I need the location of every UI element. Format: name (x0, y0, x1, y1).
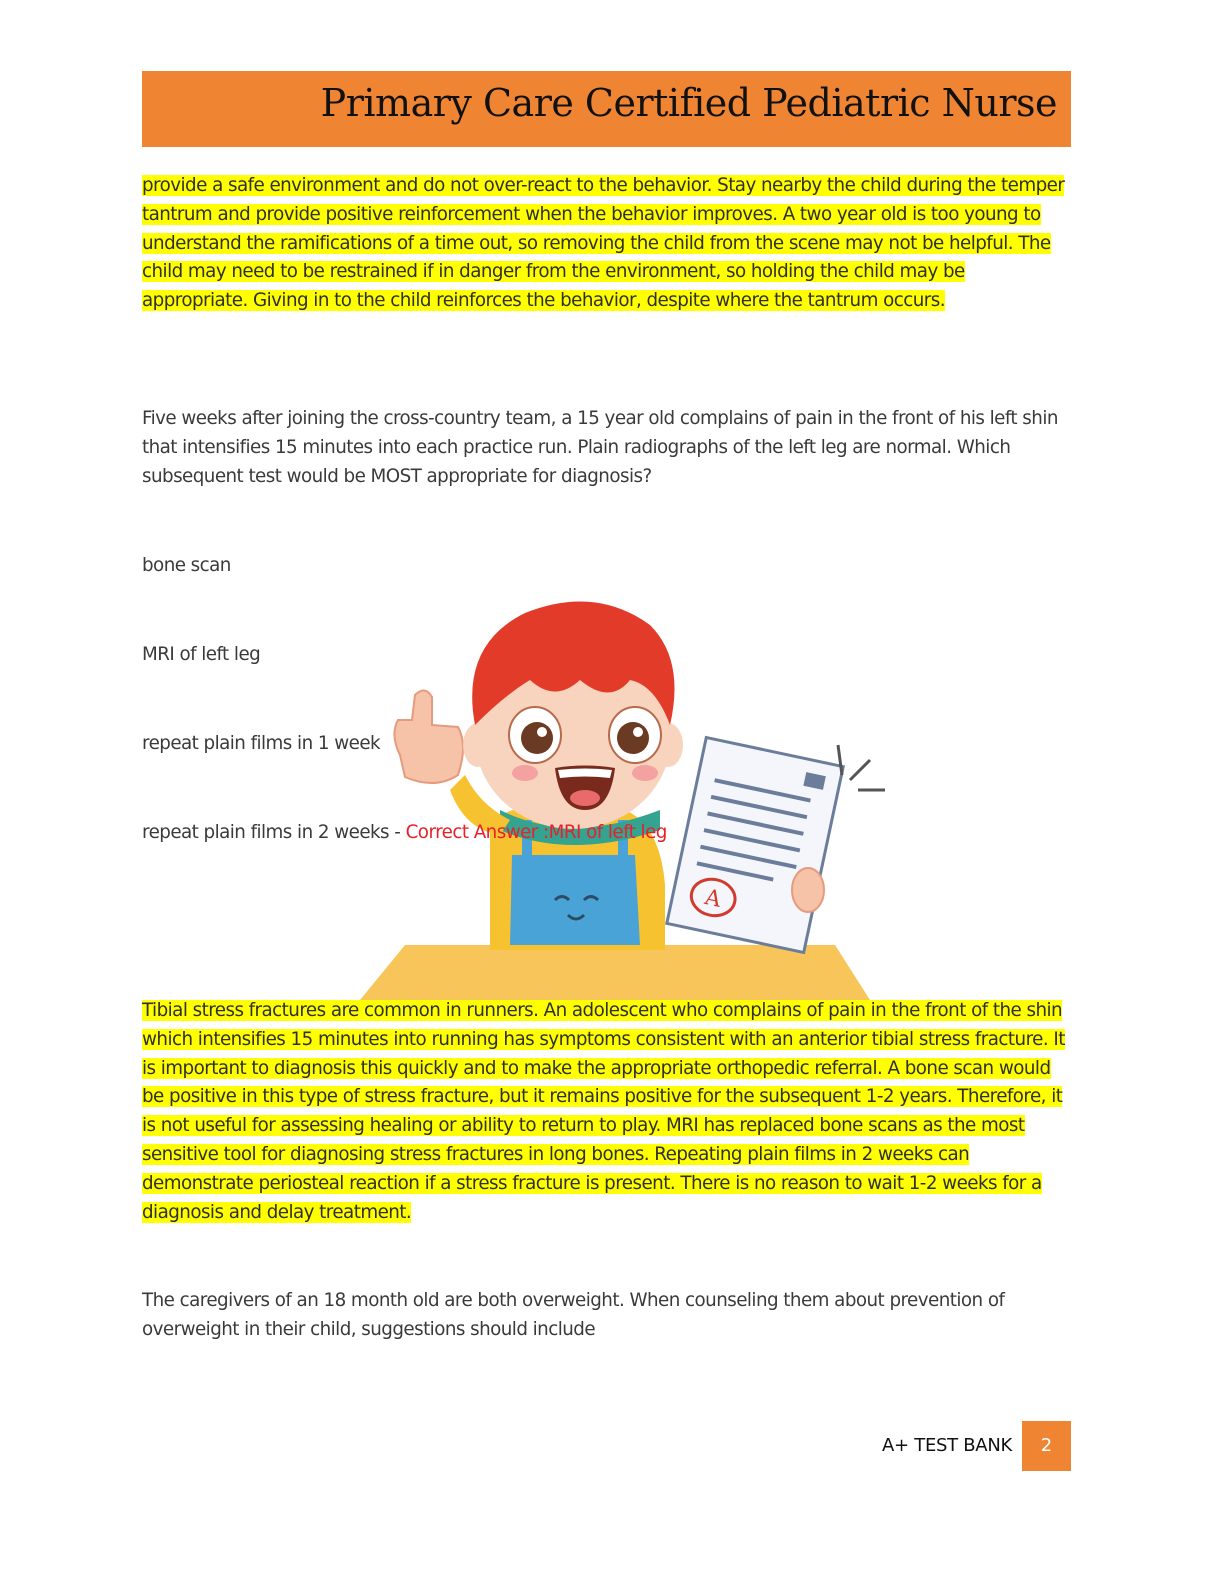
highlighted-text: provide a safe environment and do not over-react to the behavior. Stay nearby the child during the temper tantrum and provide positive reinforcement when the behavior improves. A two year old is too young to understand the ramifications of a time out, so removing the child from the scene may not be helpful. The child may need to be restrained if in danger from the environment, so holding the child may be appropriate. Giving in to the child reinforces the behavior, despite where the tantrum occurs. (142, 175, 1065, 312)
overalls-shape (510, 855, 640, 945)
correct-answer: Correct Answer :MRI of left leg (405, 822, 667, 843)
option-bone-scan: bone scan (142, 555, 231, 576)
test-paper (667, 738, 843, 953)
kid-illustration (340, 585, 900, 1000)
highlighted-text: Tibial stress fractures are common in runners. An adolescent who complains of pain in the front of the shin which intensifies 15 minutes into running has symptoms consistent with an anterior tibial stress fracture. It is important to diagnosis this quickly and to make the appropriate orthopedic referral. A bone scan would be positive in this type of stress fracture, but it remains positive for the subsequent 1-2 years. Therefore, it is not useful for assessing healing or ability to return to play. MRI has replaced bone scans as the most sensitive tool for diagnosing stress fractures in long bones. Repeating plain films in 2 weeks can demonstrate periosteal reaction if a stress fracture is present. There is no reason to wait 1-2 weeks for a diagnosis and delay treatment. (142, 1000, 1065, 1223)
question-stem-3: The caregivers of an 18 month old are both overweight. When counseling them about prevention of overweight in their child, suggestions should include (142, 1290, 1005, 1340)
page-number-box (1022, 1421, 1071, 1471)
option-repeat-1-week: repeat plain films in 1 week (142, 733, 381, 754)
grade-text: A (702, 885, 724, 913)
desk-shape (360, 945, 870, 1000)
page-number: 2 (1040, 1435, 1053, 1456)
page-title: Primary Care Certified Pediatric Nurse (320, 81, 1057, 125)
rationale-paragraph-1 (142, 172, 1067, 316)
question-stem: Five weeks after joining the cross-country team, a 15 year old complains of pain in the front of his left shin that intensifies 15 minutes into each practice run. Plain radiographs of the left leg are normal. Which subsequent test would be MOST appropriate for diagnosis? (142, 408, 1058, 487)
option-label: repeat plain films in 2 weeks - (142, 822, 406, 843)
header-banner (142, 71, 1071, 147)
rationale-paragraph-2 (142, 997, 1067, 1227)
footer-label: A+ TEST BANK (882, 1435, 1012, 1456)
option-repeat-2-weeks (142, 819, 667, 847)
option-mri: MRI of left leg (142, 644, 261, 665)
